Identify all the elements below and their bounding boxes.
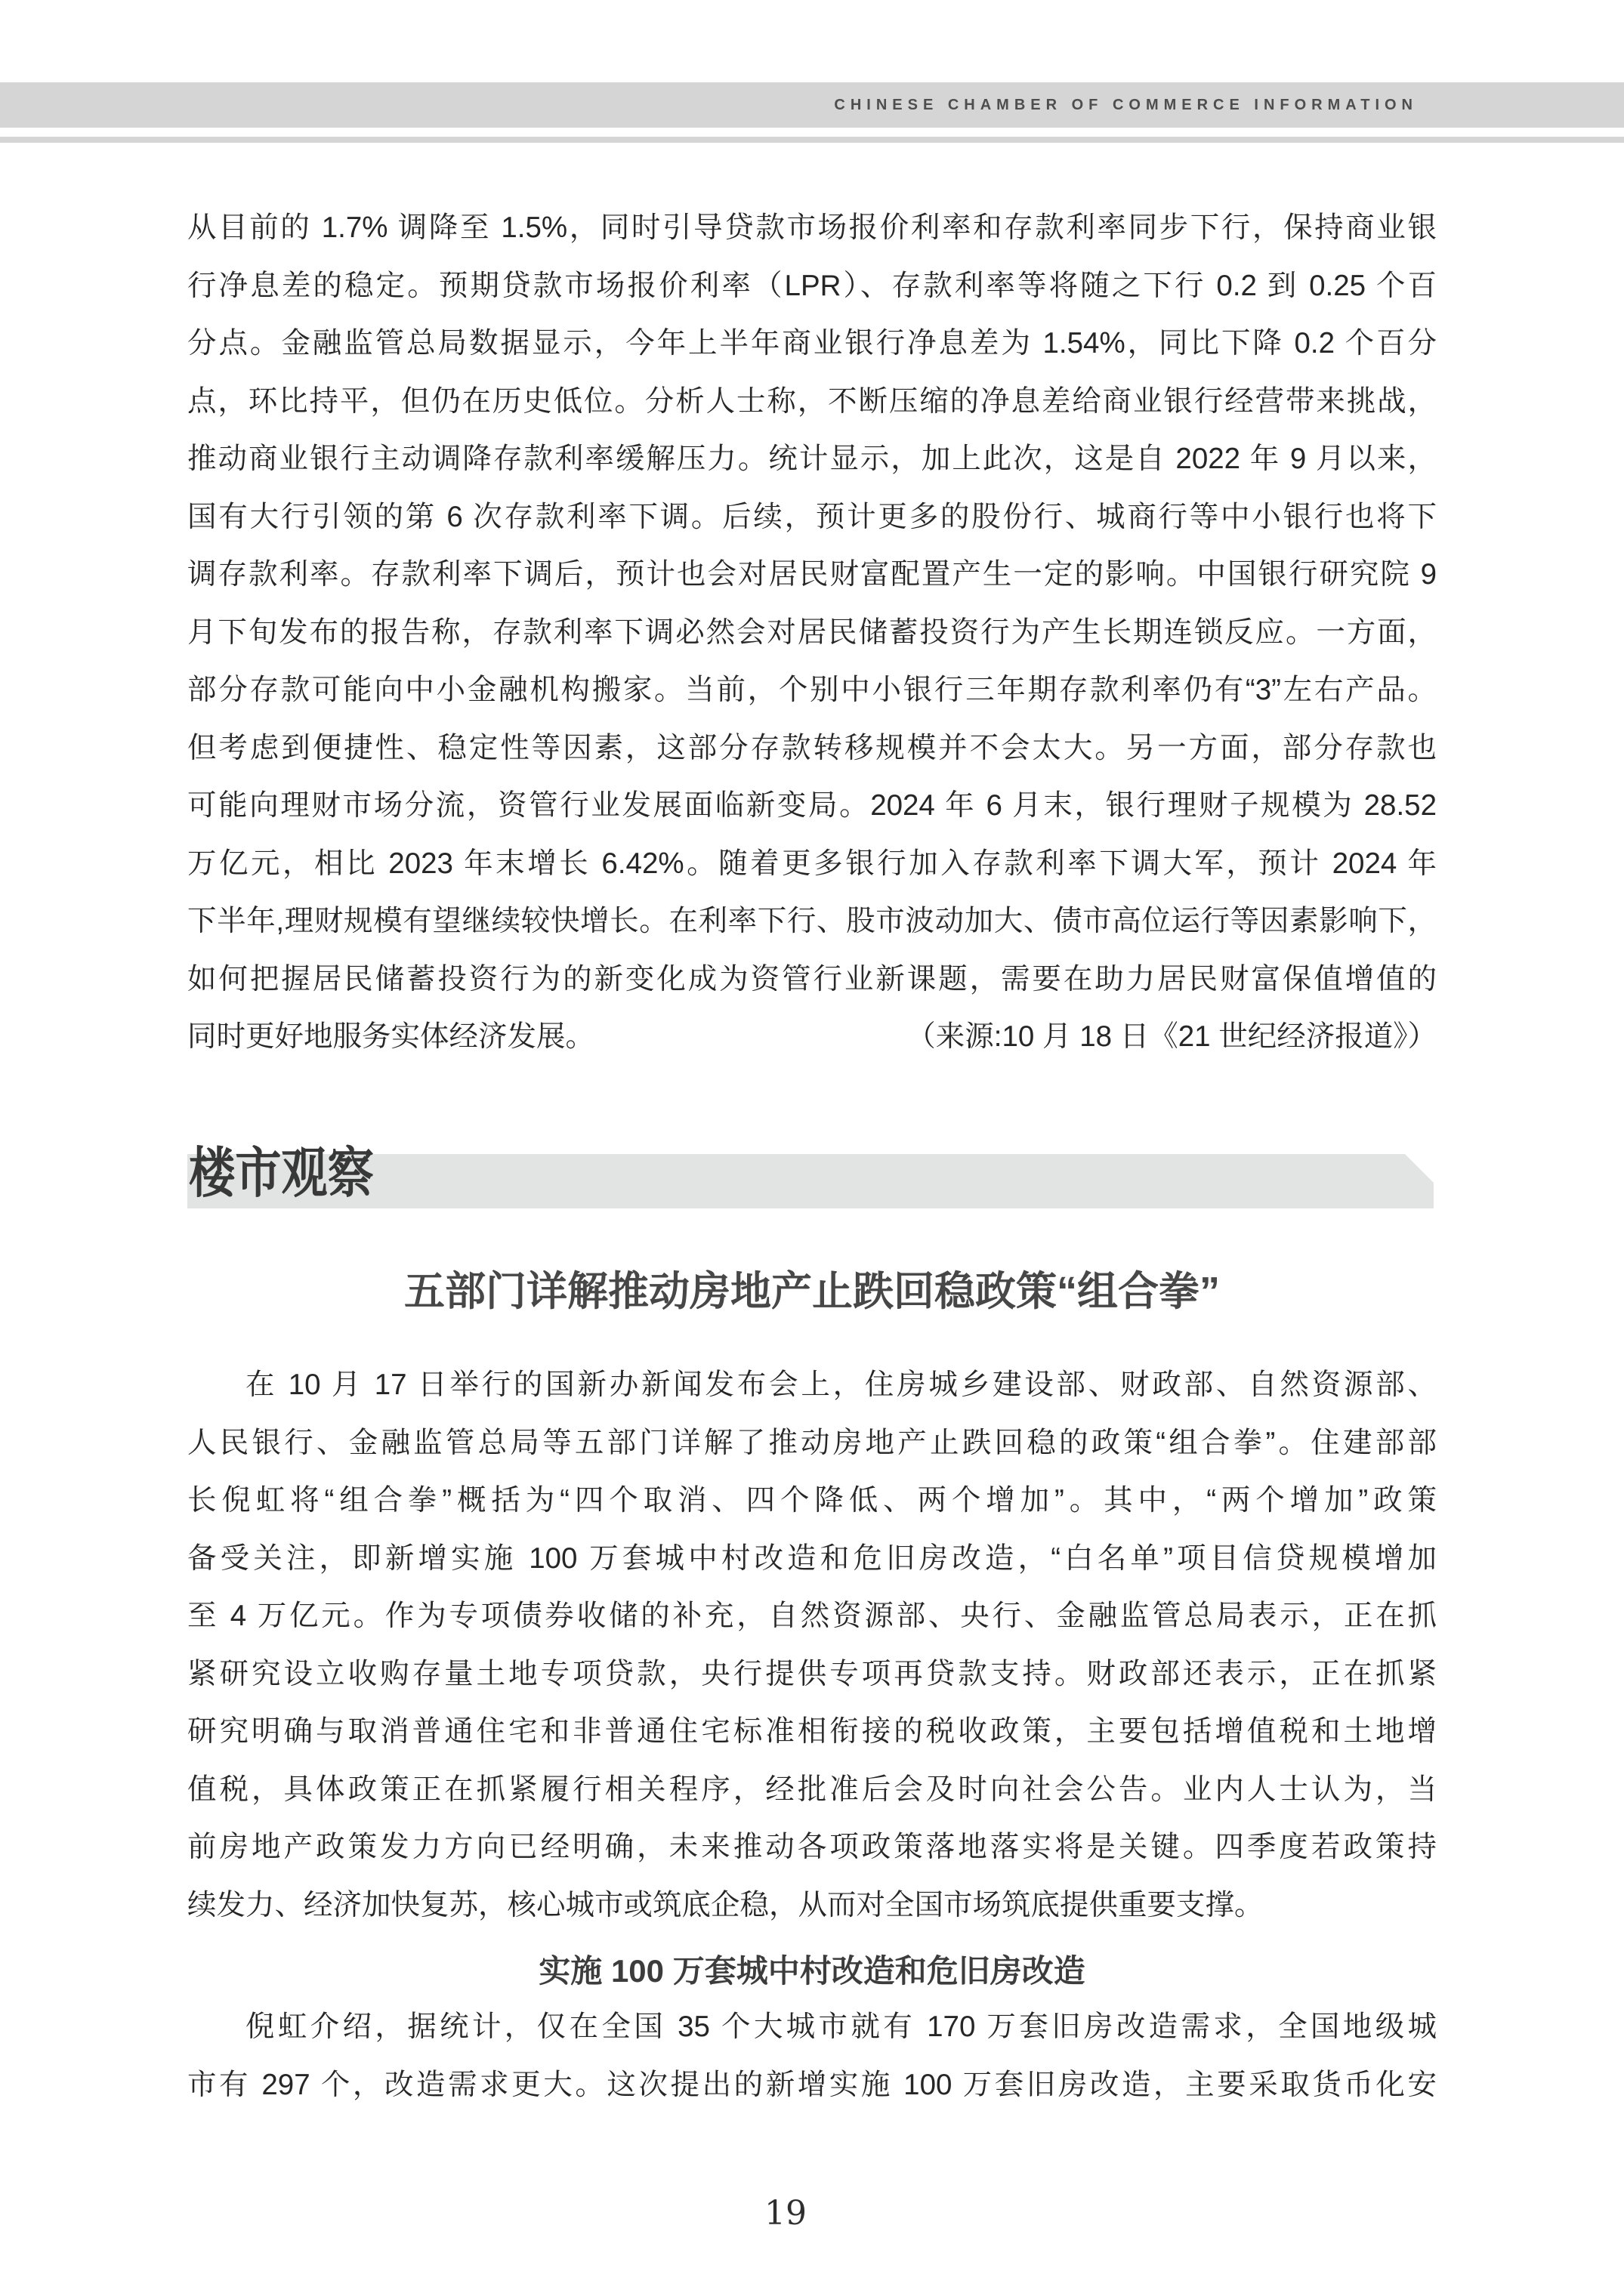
article1-line: 点，环比持平，但仍在历史低位。分析人士称，不断压缩的净息差给商业银行经营带来挑战， (187, 384, 1437, 418)
article2-line: 前房地产政策发力方向已经明确，未来推动各项政策落地落实将是关键。四季度若政策持 (187, 1831, 1437, 1863)
article1-source-citation: （来源:10 月 18 日《21 世纪经济报道》） (906, 1020, 1437, 1053)
article2-line: 倪虹介绍，据统计，仅在全国 35 个大城市就有 170 万套旧房改造需求，全国地级城 (245, 2011, 1437, 2043)
article2-title: 五部门详解推动房地产止跌回稳政策“组合拳” (404, 1269, 1220, 1314)
article1-line: 分点。金融监管总局数据显示，今年上半年商业银行净息差为 1.54%，同比下降 0.2 个百分 (187, 327, 1437, 360)
article2-line: 备受关注，即新增实施 100 万套城中村改造和危旧房改造，“白名单”项目信贷规模增加 (187, 1542, 1437, 1575)
header-bar-thin (0, 137, 1624, 143)
article2-subheading: 实施 100 万套城中村改造和危旧房改造 (539, 1953, 1085, 1989)
article1-line: 部分存款可能向中小金融机构搬家。当前，个别中小银行三年期存款利率仍有“3”左右产品。 (187, 674, 1437, 706)
section-banner-label: 楼市观察 (189, 1140, 374, 1205)
article1-last-line-text: 同时更好地服务实体经济发展。 (187, 1020, 595, 1053)
article2-line: 市有 297 个，改造需求更大。这次提出的新增实施 100 万套旧房改造，主要采取货币化安 (187, 2068, 1437, 2101)
page-number: 19 (764, 2194, 807, 2233)
masthead-text: CHINESE CHAMBER OF COMMERCE INFORMATION (834, 97, 1418, 113)
article1-line: 推动商业银行主动调降存款利率缓解压力。统计显示，加上此次，这是自 2022 年 9 月以来， (187, 443, 1437, 475)
article2-paragraph-2 (187, 1998, 1437, 2114)
article2-line: 人民银行、金融监管总局等五部门详解了推动房地产止跌回稳的政策“组合拳”。住建部部 (187, 1426, 1437, 1459)
article1-line: 万亿元，相比 2023 年末增长 6.42%。随着更多银行加入存款利率下调大军，预计 2024 年 (187, 847, 1437, 880)
article2-line: 至 4 万亿元。作为专项债券收储的补充，自然资源部、央行、金融监管总局表示，正在抓 (187, 1600, 1437, 1632)
article2-line: 在 10 月 17 日举行的国新办新闻发布会上，住房城乡建设部、财政部、自然资源部、 (245, 1369, 1437, 1401)
article1-line: 从目前的 1.7% 调降至 1.5%，同时引导贷款市场报价利率和存款利率同步下行，保持商业银 (187, 211, 1437, 244)
section-banner (187, 1154, 1434, 1208)
article2-line: 研究明确与取消普通住宅和非普通住宅标准相衔接的税收政策，主要包括增值税和土地增 (187, 1715, 1437, 1748)
article1-line: 国有大行引领的第 6 次存款利率下调。后续，预计更多的股份行、城商行等中小银行也将下 (187, 500, 1437, 533)
article1-paragraph (187, 199, 1437, 1066)
article1-last-line (187, 1008, 1437, 1066)
article2-line: 值税，具体政策正在抓紧履行相关程序，经批准后会及时向社会公告。业内人士认为，当 (187, 1773, 1437, 1806)
article1-line: 行净息差的稳定。预期贷款市场报价利率（LPR）、存款利率等将随之下行 0.2 到 0.25 个百 (187, 269, 1437, 302)
article1-line: 调存款利率。存款利率下调后，预计也会对居民财富配置产生一定的影响。中国银行研究院 9 (187, 558, 1437, 591)
article2-paragraph1-last-line: 续发力、经济加快复苏，核心城市或筑底企稳，从而对全国市场筑底提供重要支撑。 (187, 1888, 1264, 1921)
article2-line: 长倪虹将“组合拳”概括为“四个取消、四个降低、两个增加”。其中，“两个增加”政策 (187, 1484, 1437, 1517)
article1-line: 如何把握居民储蓄投资行为的新变化成为资管行业新课题，需要在助力居民财富保值增值的 (187, 962, 1437, 995)
article1-line: 月下旬发布的报告称，存款利率下调必然会对居民储蓄投资行为产生长期连锁反应。一方面， (187, 616, 1437, 649)
article2-paragraph-1 (187, 1356, 1437, 1934)
article1-line: 但考虑到便捷性、稳定性等因素，这部分存款转移规模并不会太大。另一方面，部分存款也 (187, 731, 1437, 764)
article1-line: 可能向理财市场分流，资管行业发展面临新变局。2024 年 6 月末，银行理财子规模为 28.52 (187, 789, 1437, 822)
article2-line: 紧研究设立收购存量土地专项贷款，央行提供专项再贷款支持。财政部还表示，正在抓紧 (187, 1657, 1437, 1690)
article1-line: 下半年,理财规模有望继续较快增长。在利率下行、股市波动加大、债市高位运行等因素影响下， (187, 905, 1437, 937)
